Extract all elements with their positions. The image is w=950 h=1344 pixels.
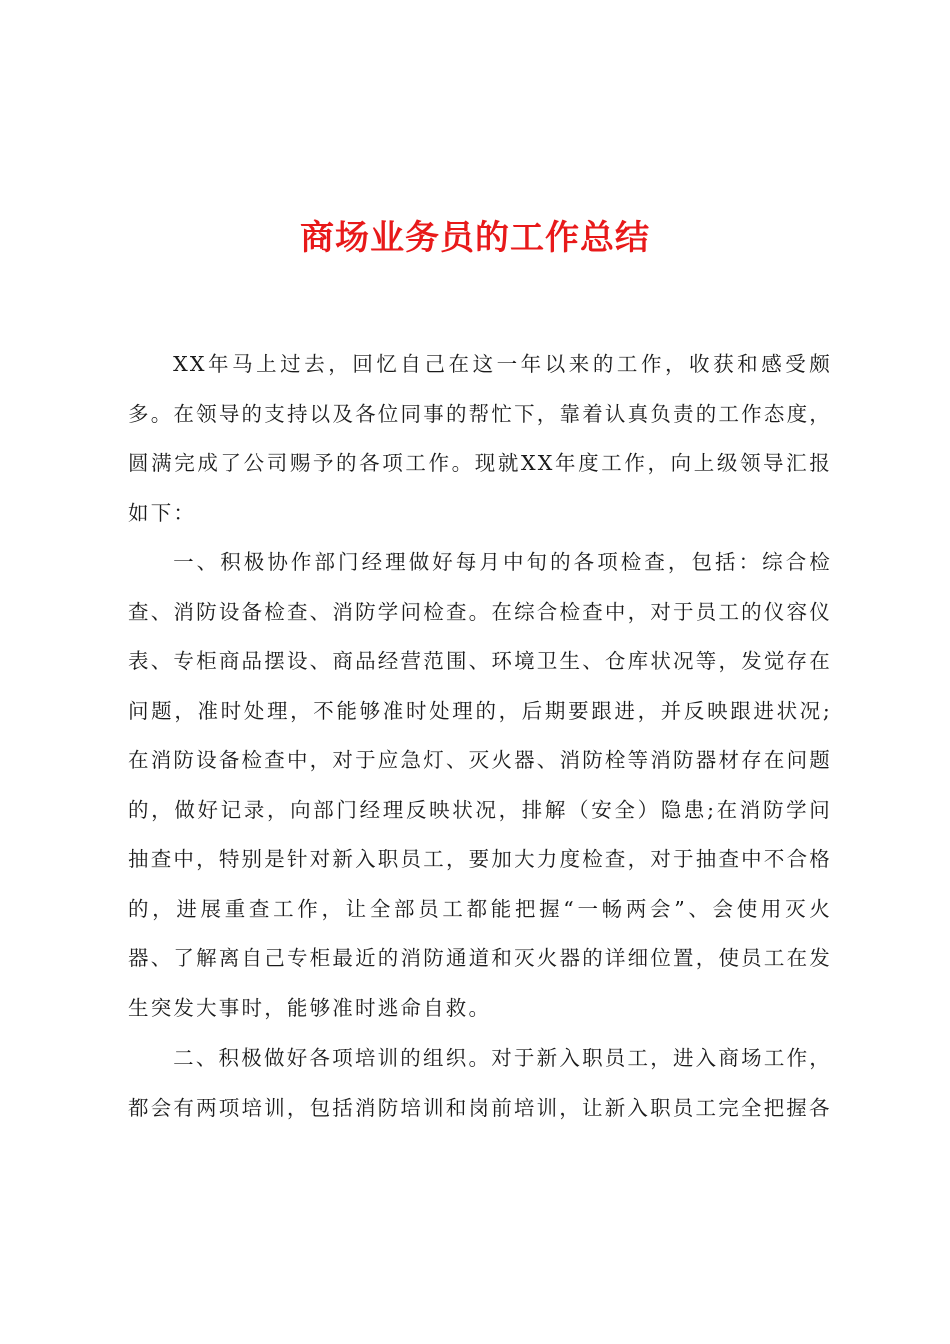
paragraph-text: 二、积极做好各项培训的组织。对于新入职员工，进入商场工作，都会有两项培训，包括消防培训和岗前培训，让新入职员工完全把握各 (128, 1046, 832, 1120)
paragraph-section-1 (128, 538, 832, 1033)
paragraph-text: 一、积极协作部门经理做好每月中旬的各项检查，包括：综合检查、消防设备检查、消防学问检查。在综合检查中，对于员工的仪容仪表、专柜商品摆设、商品经营范围、环境卫生、仓库状况等，发觉存在问题，准时处理，不能够准时处理的，后期要跟进，并反映跟进状况;在消防设备检查中，对于应急灯、灭火器、消防栓等消防器材存在问题的，做好记录，向部门经理反映状况，排解（安全）隐患;在消防学问抽查中，特别是针对新入职员工，要加大力度检查，对于抽查中不合格的，进展重查工作，让全部员工都能把握“一畅两会”、会使用灭火器、了解离自己专柜最近的消防通道和灭火器的详细位置，使员工在发生突发大事时，能够准时逃命自救。 (128, 550, 832, 1020)
paragraph-section-2 (128, 1034, 832, 1133)
document-title: 商场业务员的工作总结 (300, 218, 650, 258)
paragraph-text: XX年马上过去，回忆自己在这一年以来的工作，收获和感受颇多。在领导的支持以及各位同事的帮忙下，靠着认真负责的工作态度，圆满完成了公司赐予的各项工作。现就XX年度工作，向上级领导汇报如下： (128, 352, 832, 525)
paragraph-intro (128, 340, 832, 538)
